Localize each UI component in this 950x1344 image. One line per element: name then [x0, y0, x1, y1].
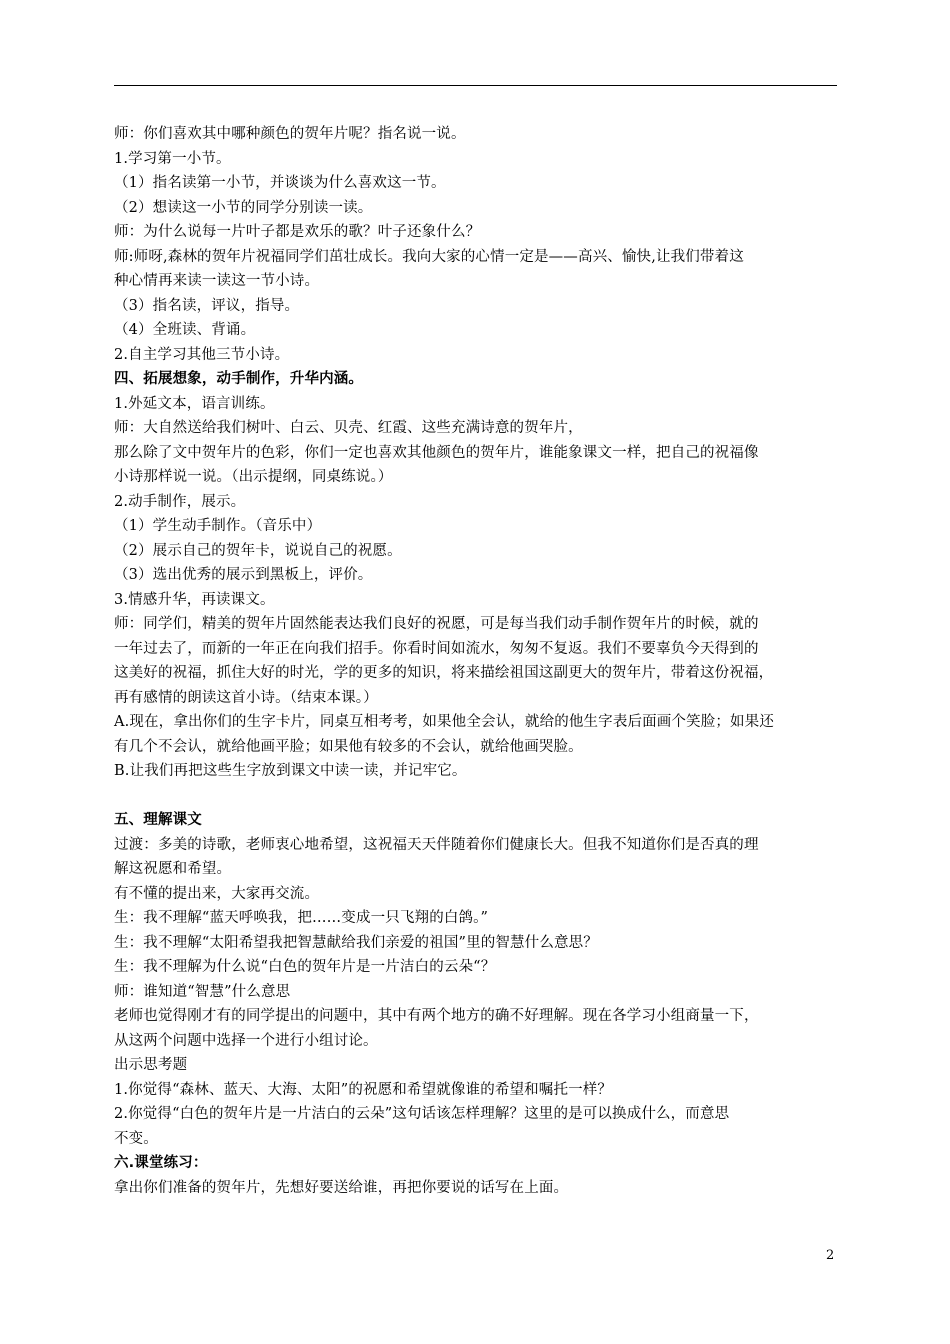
page-number: 2	[826, 1248, 835, 1263]
document-body	[114, 122, 838, 1200]
text-line: 2.自主学习其他三节小诗。	[114, 346, 290, 363]
text-line: （4）全班读、背诵。	[114, 322, 256, 338]
text-line: 1.你觉得“森林、蓝天、大海、太阳”的祝愿和希望就像谁的希望和嘱托一样？	[114, 1081, 613, 1098]
text-line: 师：大自然送给我们树叶、白云、贝壳、红霞、这些充满诗意的贺年片，	[114, 420, 583, 436]
text-line: 3.情感升华，再读课文。	[114, 591, 275, 608]
header-rule	[114, 85, 837, 86]
text-line: （3）指名读，评议，指导。	[114, 297, 300, 314]
text-line: 师：你们喜欢其中哪种颜色的贺年片呢？指名说一说。	[114, 126, 466, 142]
text-line: 2.动手制作，展示。	[114, 493, 246, 510]
text-line: 那么除了文中贺年片的色彩，你们一定也喜欢其他颜色的贺年片，谁能象课文一样，把自己的祝福像	[114, 444, 759, 461]
text-line: 从这两个问题中选择一个进行小组讨论。	[114, 1032, 378, 1049]
text-line: 有几个不会认，就给他画平脸；如果他有较多的不会认，就给他画哭脸。	[114, 738, 583, 755]
text-line: 生：我不理解“太阳希望我把智慧献给我们亲爱的祖国”里的智慧什么意思？	[114, 934, 598, 951]
text-line: （1）学生动手制作。（音乐中）	[114, 518, 322, 534]
text-line: 1.学习第一小节。	[114, 150, 231, 167]
section-heading: 五、理解课文	[114, 812, 202, 828]
section-heading: 四、拓展想象，动手制作，升华内涵。	[114, 371, 364, 387]
text-line: 师：为什么说每一片叶子都是欢乐的歌？叶子还象什么？	[114, 224, 481, 240]
text-line: 不变。	[114, 1130, 158, 1147]
text-line: 师：同学们，精美的贺年片固然能表达我们良好的祝愿，可是每当我们动手制作贺年片的时候，就的	[114, 616, 759, 632]
text-line: 老师也觉得刚才有的同学提出的问题中，其中有两个地方的确不好理解。现在各学习小组商量一下，	[114, 1008, 759, 1024]
text-line: 解这祝愿和希望。	[114, 861, 232, 877]
text-line: （1）指名读第一小节，并谈谈为什么喜欢这一节。	[114, 175, 446, 191]
text-line: 有不懂的提出来，大家再交流。	[114, 885, 320, 902]
blank-line	[114, 784, 838, 809]
section-heading: 六.课堂练习：	[114, 1155, 208, 1171]
text-line: 小诗那样说一说。（出示提纲，同桌练说。）	[114, 469, 393, 485]
text-line: 出示思考题	[114, 1057, 188, 1073]
text-line: 2.你觉得“白色的贺年片是一片洁白的云朵”这句话该怎样理解？这里的是可以换成什么，而意思	[114, 1106, 730, 1122]
text-line: 一年过去了，而新的一年正在向我们招手。你看时间如流水，匆匆不复返。我们不要辜负今天得到的	[114, 640, 759, 657]
text-line: （3）选出优秀的展示到黑板上，评价。	[114, 567, 373, 583]
text-line: 生：我不理解为什么说“白色的贺年片是一片洁白的云朵“？	[114, 959, 496, 975]
text-line: A.现在，拿出你们的生字卡片，同桌互相考考，如果他全会认，就给的他生字表后面画个笑脸；如果还	[114, 714, 774, 730]
text-line: 过渡：多美的诗歌，老师衷心地希望，这祝福天天伴随着你们健康长大。但我不知道你们是否真的理	[114, 836, 759, 853]
text-line: B.让我们再把这些生字放到课文中读一读，并记牢它。	[114, 763, 467, 779]
text-line: （2）想读这一小节的同学分别读一读。	[114, 199, 373, 216]
text-line: 1.外延文本，语言训练。	[114, 395, 275, 412]
text-line: 这美好的祝福，抓住大好的时光，学的更多的知识，将来描绘祖国这副更大的贺年片，带着这份祝福，	[114, 665, 774, 681]
text-line: （2）展示自己的贺年卡，说说自己的祝愿。	[114, 542, 402, 559]
text-line: 生：我不理解“蓝天呼唤我，把……变成一只飞翔的白鸽。”	[114, 910, 489, 926]
text-line: 再有感情的朗读这首小诗。（结束本课。）	[114, 689, 378, 706]
text-line: 拿出你们准备的贺年片，先想好要送给谁，再把你要说的话写在上面。	[114, 1179, 569, 1196]
text-line: 师:师呀,森林的贺年片祝福同学们茁壮成长。我向大家的心情一定是——高兴、愉快,让我们带着这	[114, 248, 744, 265]
text-line: 种心情再来读一读这一节小诗。	[114, 273, 320, 289]
text-line: 师：谁知道“智慧”什么意思	[114, 983, 291, 1000]
